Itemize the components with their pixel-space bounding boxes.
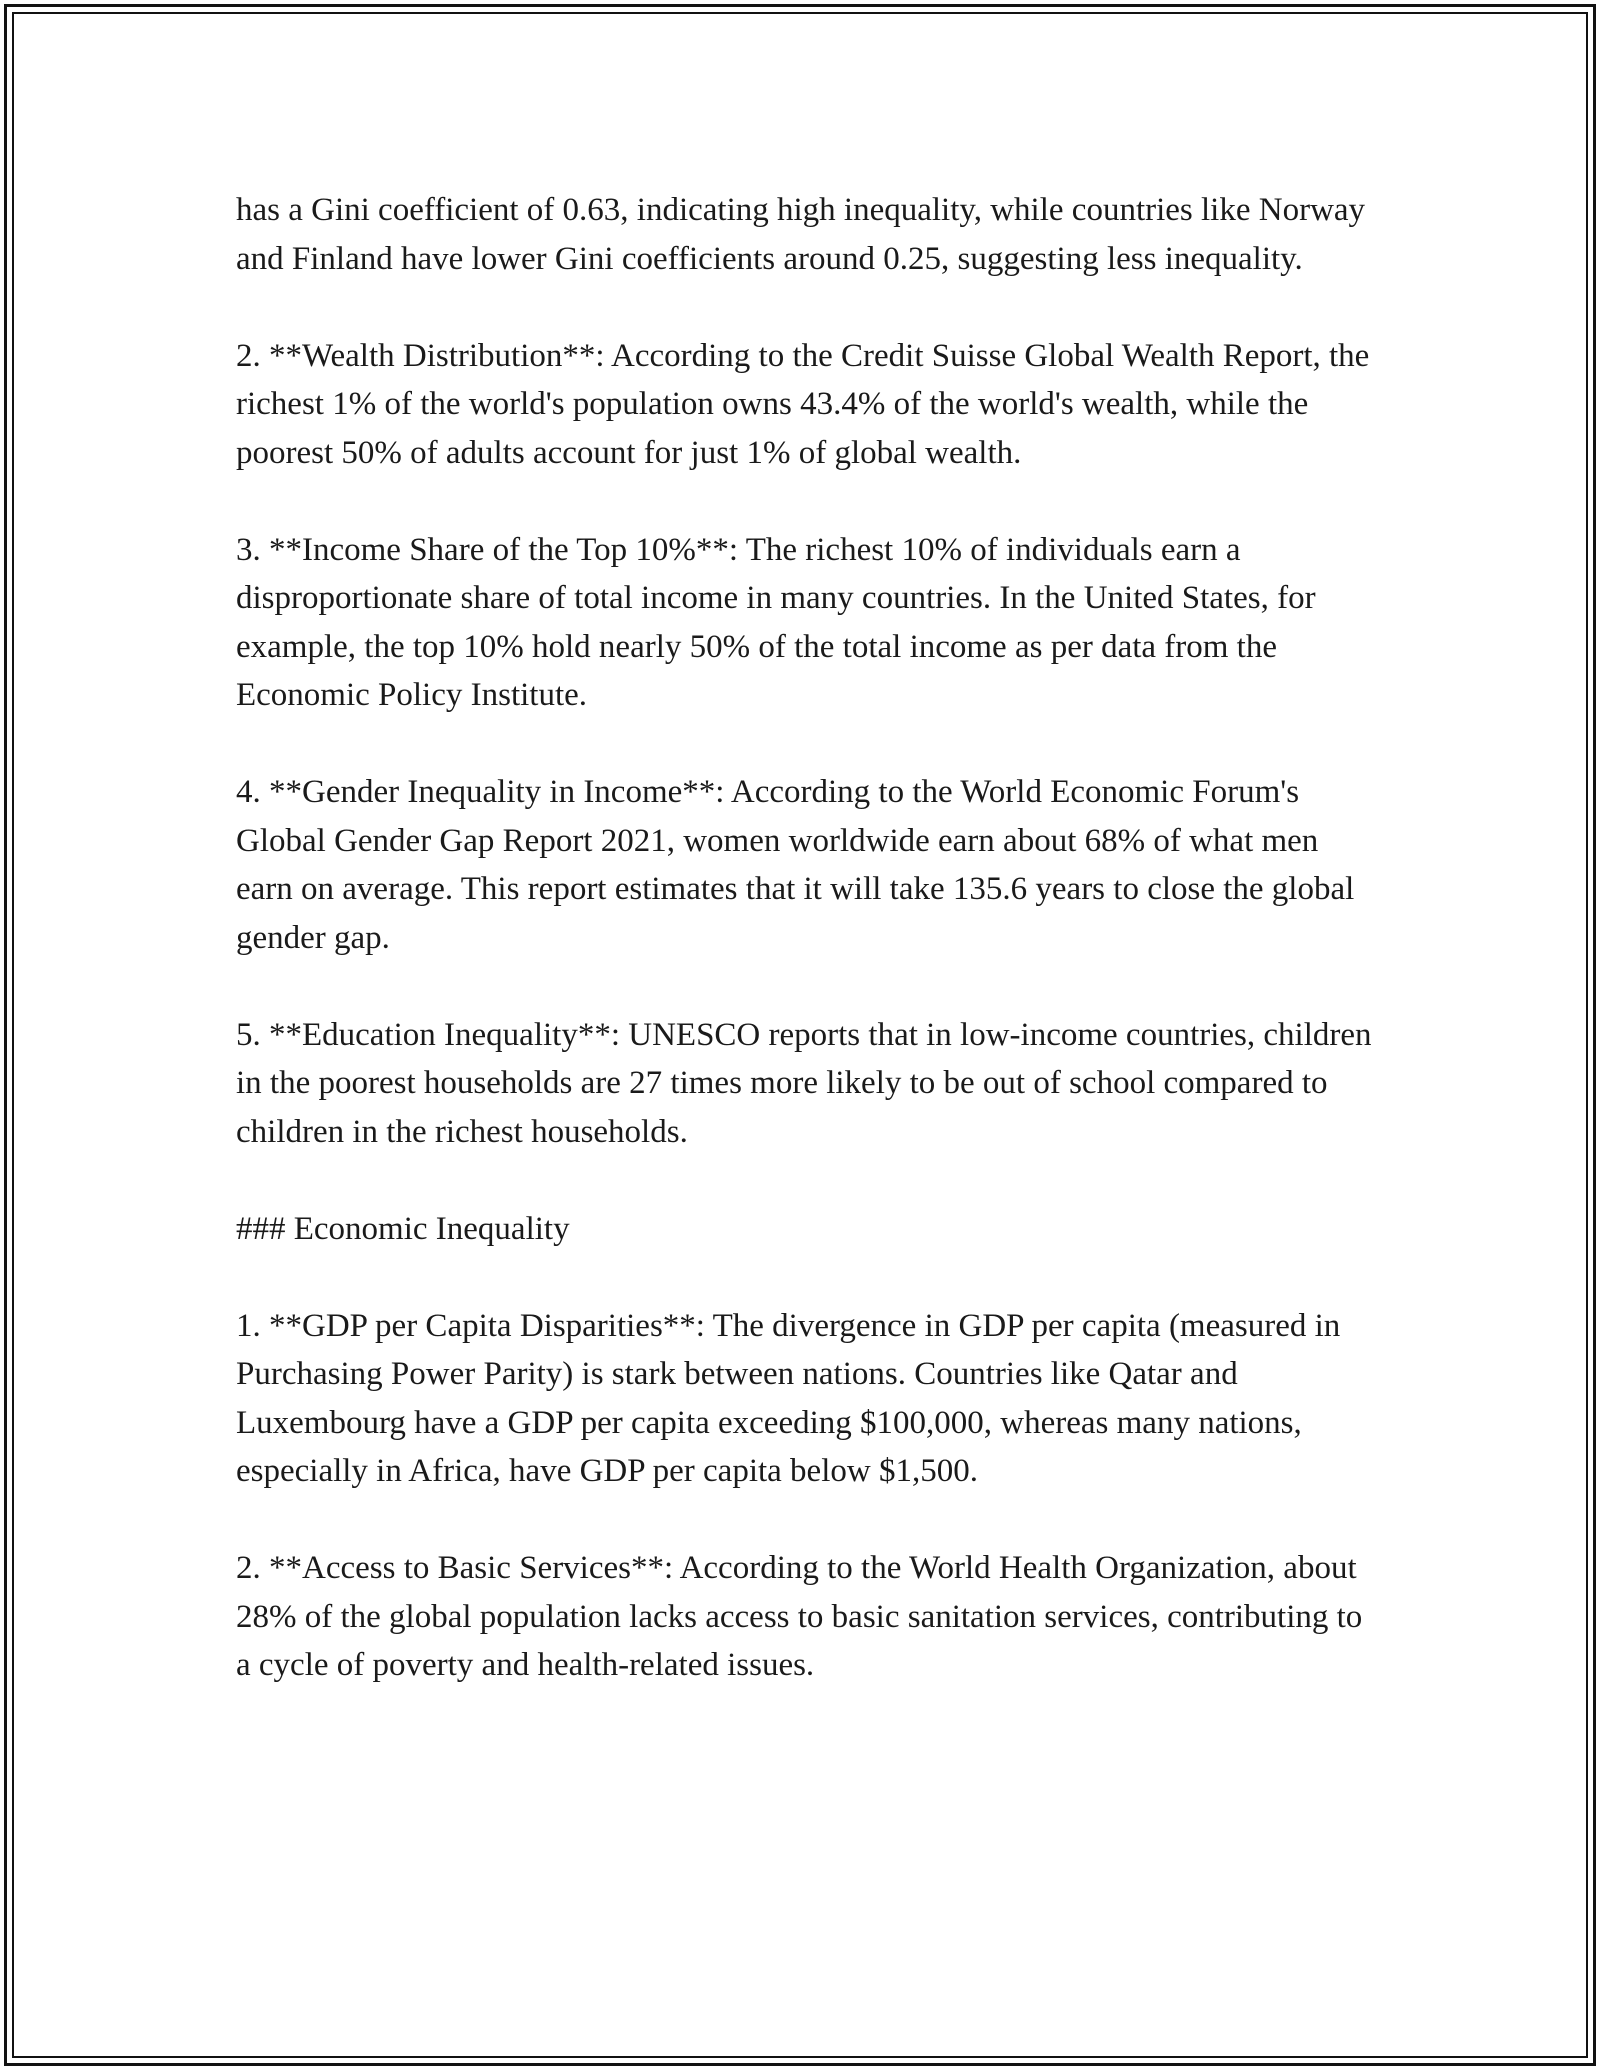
section-heading-economic-inequality: ### Economic Inequality [236,1210,570,1247]
paragraph-income-share-top-10: 3. **Income Share of the Top 10%**: The richest 10% of individuals earn a disproportionate share of total income in many countries. In the United States, for example, the top 10% hold nearly 50% of the total income as per data from the Economic Policy Institute. [236,531,1316,713]
paragraph-gini-continuation: has a Gini coefficient of 0.63, indicating high inequality, while countries like Norway and Finland have lower Gini coefficients around 0.25, suggesting less inequality. [236,192,1366,277]
document-body [236,186,1376,1738]
paragraph-gdp-per-capita: 1. **GDP per Capita Disparities**: The divergence in GDP per capita (measured in Purchasing Power Parity) is stark between nations. Countries like Qatar and Luxembourg have a GDP per capita exceeding $100,000, whereas many nations, especially in Africa, have GDP per capita below $1,500. [236,1307,1341,1489]
paragraph-gender-inequality: 4. **Gender Inequality in Income**: According to the World Economic Forum's Global Gender Gap Report 2021, women worldwide earn about 68% of what men earn on average. This report estimates that it will take 135.6 years to close the global gender gap. [236,774,1355,956]
paragraph-basic-services: 2. **Access to Basic Services**: According to the World Health Organization, about 28% of the global population lacks access to basic sanitation services, contributing to a cycle of poverty and health-related issues. [236,1550,1363,1683]
paragraph-education-inequality: 5. **Education Inequality**: UNESCO reports that in low-income countries, children in the poorest households are 27 times more likely to be out of school compared to children in the richest households. [236,1016,1372,1150]
paragraph-wealth-distribution: 2. **Wealth Distribution**: According to the Credit Suisse Global Wealth Report, the richest 1% of the world's population owns 43.4% of the world's wealth, while the poorest 50% of adults account for just 1% of global wealth. [236,337,1370,471]
